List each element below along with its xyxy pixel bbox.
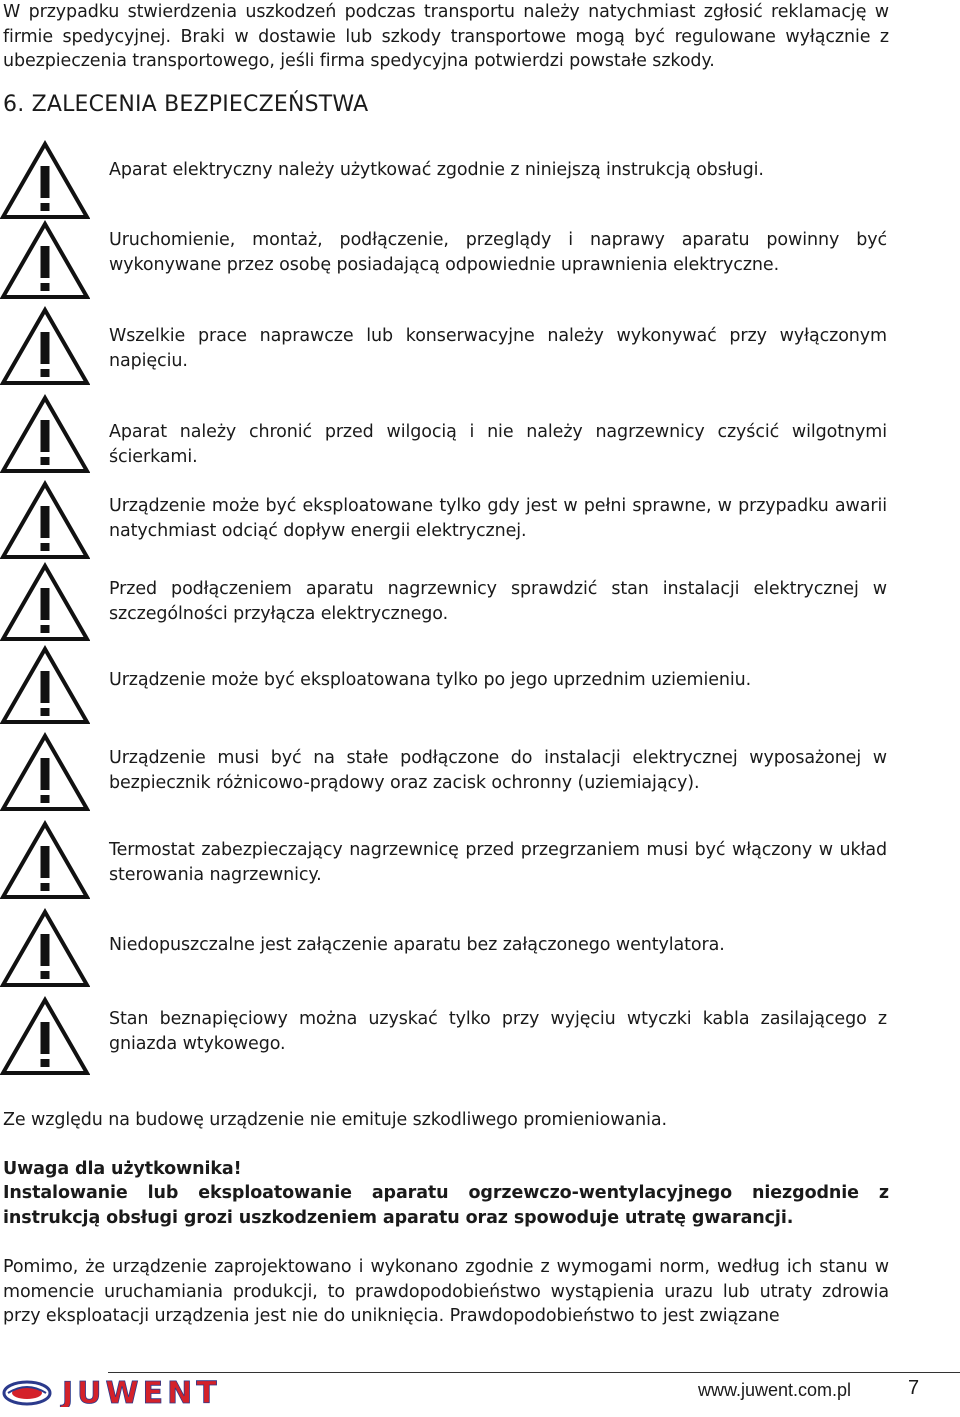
warning-triangle-icon [0,562,90,642]
warning-triangle-icon [0,908,90,988]
website-link[interactable]: www.juwent.com.pl [698,1380,852,1400]
intro-paragraph: W przypadku stwierdzenia uszkodzeń podczas transportu należy natychmiast zgłosić reklamację w firmie spedycyjnej. Braki w dostawie lub szkody transportowe mogą być regulowane wyłącznie z ubezpieczenia transportowego, jeśli firma spedycyjna potwierdzi powstałe szkody. [3,2,889,71]
user-note-text: Instalowanie lub eksploatowanie aparatu ogrzewczo-wentylacyjnego niezgodnie z instrukcją obsługi grozi uszkodzeniem aparatu oraz spowoduje utratę gwarancji. [3,1183,889,1228]
safety-warning-text: Wszelkie prace naprawcze lub konserwacyjne należy wykonywać przy wyłączonym napięciu. [109,326,887,371]
section-title: 6. ZALECENIA BEZPIECZEŃSTWA [3,92,369,117]
warning-triangle-icon [0,645,90,725]
warning-triangle-icon [0,220,90,300]
footer-divider [108,1372,960,1373]
logo-text: JUWENT [62,1377,221,1407]
final-paragraph: Pomimo, że urządzenie zaprojektowano i wykonano zgodnie z wymogami norm, według ich stanu w momencie uruchamiania produkcji, to prawdopodobieństwo wystąpienia urazu lub utraty zdrowia przy eksploatacji urządzenia jest nie do uniknięcia. Prawdopodobieństwo to jest związane [3,1257,889,1326]
warning-triangle-icon [0,480,90,560]
warning-triangle-icon [0,820,90,900]
safety-warning-text: Aparat należy chronić przed wilgocią i nie należy nagrzewnicy czyścić wilgotnymi ścierkami. [109,422,887,467]
warning-triangle-icon [0,140,90,220]
user-note-heading: Uwaga dla użytkownika! [3,1159,242,1179]
safety-warning-text: Przed podłączeniem aparatu nagrzewnicy sprawdzić stan instalacji elektrycznej w szczególności przyłącza elektrycznego. [109,579,887,624]
safety-warning-text: Termostat zabezpieczający nagrzewnicę przed przegrzaniem musi być włączony w układ sterowania nagrzewnicy. [109,840,887,885]
juwent-logo [2,1377,270,1411]
safety-warning-text: Urządzenie może być eksploatowana tylko po jego uprzednim uziemieniu. [109,670,752,690]
warning-triangle-icon [0,394,90,474]
warning-triangle-icon [0,996,90,1076]
warning-triangle-icon [0,732,90,812]
page-number: 7 [908,1377,920,1399]
safety-warning-text: Urządzenie musi być na stałe podłączone do instalacji elektrycznej wyposażonej w bezpiecznik różnicowo-prądowy oraz zacisk ochronny (uziemiający). [109,748,887,793]
safety-warning-text: Aparat elektryczny należy użytkować zgodnie z niniejszą instrukcją obsługi. [109,160,764,180]
safety-warning-text: Uruchomienie, montaż, podłączenie, przeglądy i naprawy aparatu powinny być wykonywane przez osobę posiadającą odpowiednie uprawnienia elektryczne. [109,230,887,275]
safety-warning-text: Niedopuszczalne jest załączenie aparatu bez załączonego wentylatora. [109,935,725,955]
warning-triangle-icon [0,306,90,386]
safety-warning-text: Stan beznapięciowy można uzyskać tylko przy wyjęciu wtyczki kabla zasilającego z gniazda wtykowego. [109,1009,887,1054]
safety-warning-text: Urządzenie może być eksploatowane tylko gdy jest w pełni sprawne, w przypadku awarii natychmiast odciąć dopływ energii elektrycznej. [109,496,887,541]
radiation-note: Ze względu na budowę urządzenie nie emituje szkodliwego promieniowania. [3,1110,667,1130]
